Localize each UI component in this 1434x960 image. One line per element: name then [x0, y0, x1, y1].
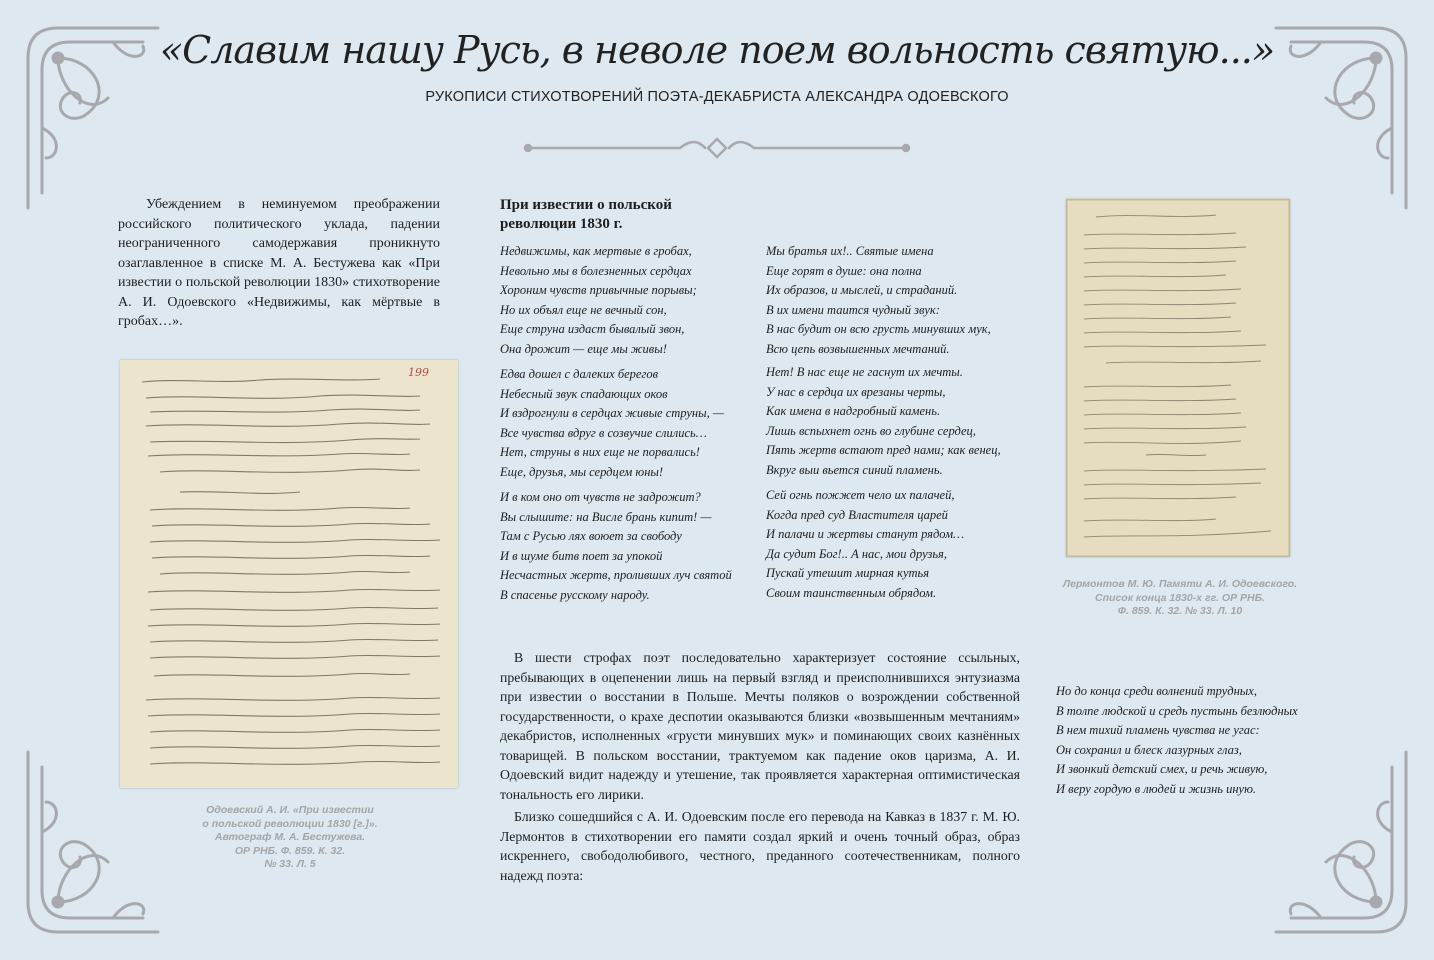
verse-line: В нем тихий пламень чувства не угас:: [1056, 723, 1260, 737]
poem-line: Но их объял еще не вечный сон,: [500, 302, 667, 317]
poem-line: Лишь вспыхнет огнь во глубине сердец,: [766, 423, 976, 438]
corner-ornament-top-right: [1266, 18, 1416, 218]
poem-line: Нет, струны в них еще не порвались!: [500, 445, 700, 459]
poem-line: Вкруг выи вьется синий пламень.: [766, 462, 943, 477]
caption-right: Лермонтов М. Ю. Памяти А. И. Одоевского. Список конца 1830-х гг. ОР РНБ. Ф. 859. К. 32. № 33. Л. 10: [1062, 578, 1298, 617]
poem-line: Да судит Бог!.. А нас, мои друзья,: [766, 546, 947, 561]
page-title: «Славим нашу Русь, в неволе поем вольность святую...»: [159, 28, 1275, 72]
verse-line: В толпе людской и средь пустынь безлюдных: [1056, 703, 1298, 718]
poem-line: Их образов, и мыслей, и страданий.: [766, 283, 958, 297]
page-subtitle: РУКОПИСИ СТИХОТВОРЕНИЙ ПОЭТА-ДЕКАБРИСТА АЛЕКСАНДРА ОДОЕВСКОГО: [425, 89, 1009, 105]
poem-line: И палачи и жертвы станут рядом…: [766, 527, 965, 541]
caption-left: Одоевский А. И. «При известии о польской революции 1830 [г.]». Автограф М. А. Бестужева. ОР РНБ. Ф. 859. К. 32. № 33. Л. 5: [202, 804, 378, 870]
poem-line: Там с Русью лях воюет за свободу: [500, 529, 682, 543]
poem-line: Хороним чувств привычные порывы;: [500, 283, 697, 297]
intro-paragraph: Убеждением в неминуемом преображении российского политического уклада, падении неограниченного самодержавия проникнуто озаглавленное в списке М. А. Бестужева как «При известии о польской революции 1830» стихотворение А. И. Одоевского «Недвижимы, как мёртвые в гробах…».: [118, 197, 440, 329]
poem-line: И в шуме битв поет за упокой: [500, 548, 663, 563]
corner-ornament-top-left: [18, 18, 168, 218]
ornamental-divider: [520, 136, 914, 160]
poem-stanza-2: [500, 365, 724, 482]
poem-line: И вздрогнули в сердцах живые струны, —: [500, 406, 724, 420]
poem-line: Еще струна издаст бывалый звон,: [500, 322, 685, 336]
poem-line: У нас в сердца их врезаны черты,: [766, 384, 946, 399]
poem-title: При известии о польской революции 1830 г.: [500, 197, 672, 232]
lermontov-verse: [1056, 682, 1298, 799]
poem-line: Невольно мы в болезненных сердцах: [500, 263, 692, 278]
poem-line: Она дрожит — еще мы живы!: [500, 341, 667, 356]
poem-line: Когда пред суд Властителя царей: [766, 507, 948, 522]
verse-line: Но до конца среди волнений трудных,: [1056, 684, 1257, 698]
poem-line: Пускай утешит мирная кутья: [766, 566, 930, 580]
svg-text:199: 199: [408, 366, 429, 379]
verse-line: И веру гордую в людей и жизнь иную.: [1056, 781, 1257, 796]
poem-line: Несчастных жертв, проливших луч святой: [500, 568, 732, 582]
poem-line: Недвижимы, как мертвые в гробах,: [500, 244, 692, 258]
poem-line: Вы слышите: на Висле брань кипит! —: [500, 509, 712, 524]
poem-stanza-1: [500, 242, 697, 359]
poem-stanza-6: [766, 486, 964, 603]
poem-line: В спасенье русскому народу.: [500, 587, 650, 602]
poem-stanza-3: [500, 488, 732, 605]
poem-line: Еще горят в душе: она полна: [766, 263, 922, 278]
poem-line: В их имени таится чудный звук:: [766, 302, 940, 317]
poem-line: Как имена в надгробный камень.: [766, 404, 941, 418]
body-paragraph-1: В шести строфах поэт последовательно характеризует состояние ссыльных, пребывающих в оцепенении лишь на первый взгляд и преисполнившихся энтузиазма при известии о восстании в Польше. Мечты поляков о возрождении собственной государственности, о крахе деспотии оказываются близки «возвышенным мечтаниям» декабристов, исполненных «грусти минувших мук» и поминающих своих казнённых товарищей. В польском восстании, трактуемом как падение оков царизма, А. И. Одоевский видит надежду и утешение, так проявляется характерная оптимистическая тональность его лирики.: [500, 650, 1020, 802]
poem-line: Нет! В нас еще не гаснут их мечты.: [766, 365, 963, 379]
poem-line: Едва дошел с далеких берегов: [500, 367, 659, 381]
poem-stanza-5: [766, 363, 1001, 480]
poem-line: И в ком оно от чувств не задрожит?: [500, 490, 701, 504]
poem-line: Небесный звук спадающих оков: [500, 386, 668, 401]
poem-line: Своим таинственным обрядом.: [766, 585, 937, 600]
poem-line: Все чувства вдруг в созвучие слились…: [500, 425, 707, 440]
body-text: [500, 648, 1020, 885]
poem-line: В нас будит он всю грусть минувших мук,: [766, 322, 991, 336]
poem-stanza-4: [766, 242, 991, 359]
manuscript-image-left: [120, 360, 458, 788]
poem-line: Сей огнь пожжет чело их палачей,: [766, 488, 955, 502]
body-paragraph-2: Близко сошедшийся с А. И. Одоевским после его перевода на Кавказ в 1837 г. М. Ю. Лермонтов в стихотворении его памяти создал яркий и очень точный образ, образ искреннего, свободолюбивого, честного, преданного соотечественникам, полного надежд поэта:: [500, 809, 1020, 883]
manuscript-image-right: [1066, 199, 1290, 557]
verse-line: Он сохранил и блеск лазурных глаз,: [1056, 742, 1242, 757]
verse-line: И звонкий детский смех, и речь живую,: [1056, 762, 1268, 776]
poem-line: Еще, друзья, мы сердцем юны!: [500, 464, 664, 479]
poem-line: Всю цепь возвышенных мечтаний.: [766, 341, 950, 356]
poem-line: Мы братья их!.. Святые имена: [766, 244, 934, 258]
poem-line: Пять жертв встают пред нами; как венец,: [766, 443, 1001, 457]
